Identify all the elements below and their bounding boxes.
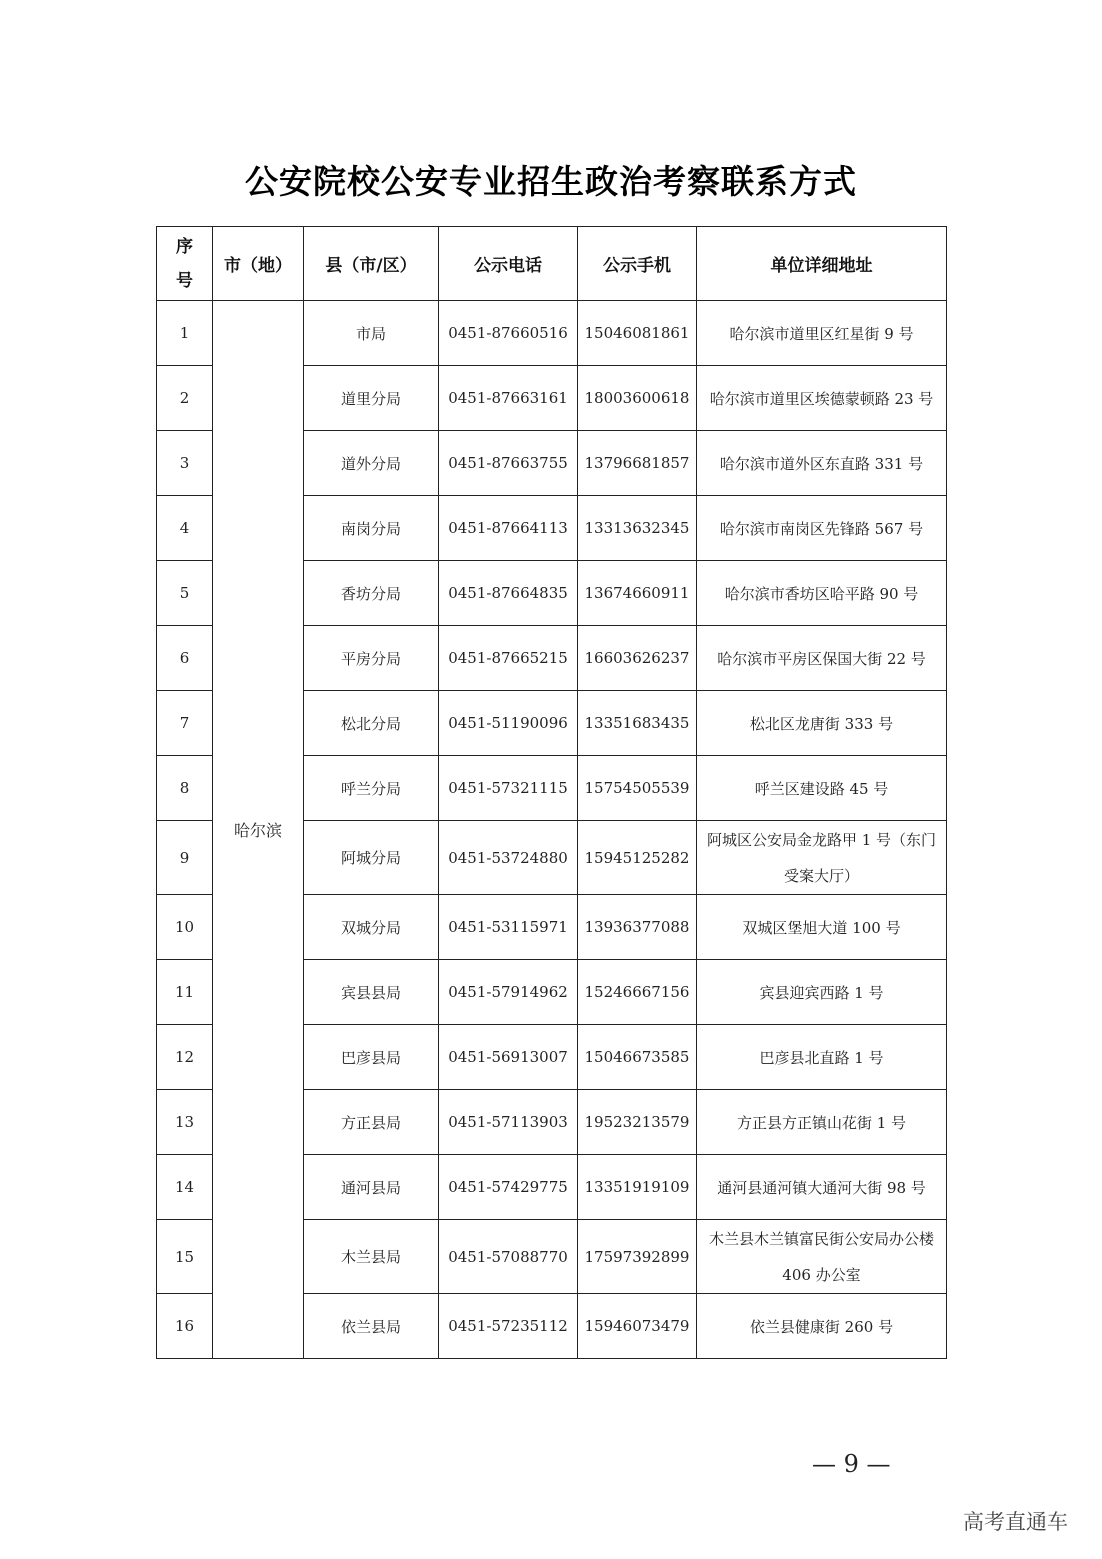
cell-address: 木兰县木兰镇富民街公安局办公楼 406 办公室: [697, 1220, 947, 1294]
cell-mobile: 15046673585: [578, 1025, 697, 1090]
cell-mobile: 15754505539: [578, 756, 697, 821]
cell-city: 哈尔滨: [213, 301, 304, 1359]
cell-address: 哈尔滨市南岗区先锋路 567 号: [697, 496, 947, 561]
cell-county: 巴彦县局: [304, 1025, 439, 1090]
cell-phone: 0451-87664113: [439, 496, 578, 561]
cell-phone: 0451-87665215: [439, 626, 578, 691]
cell-county: 阿城分局: [304, 821, 439, 895]
header-city: 市（地）: [213, 227, 304, 301]
cell-county: 通河县局: [304, 1155, 439, 1220]
cell-mobile: 16603626237: [578, 626, 697, 691]
cell-county: 道外分局: [304, 431, 439, 496]
cell-county: 方正县局: [304, 1090, 439, 1155]
header-address: 单位详细地址: [697, 227, 947, 301]
cell-mobile: 13313632345: [578, 496, 697, 561]
cell-mobile: 19523213579: [578, 1090, 697, 1155]
watermark-text: 高考直通车: [963, 1510, 1068, 1534]
cell-seq: 3: [157, 431, 213, 496]
cell-county: 木兰县局: [304, 1220, 439, 1294]
cell-mobile: 18003600618: [578, 366, 697, 431]
cell-mobile: 15046081861: [578, 301, 697, 366]
cell-address: 哈尔滨市道里区红星街 9 号: [697, 301, 947, 366]
cell-mobile: 13674660911: [578, 561, 697, 626]
cell-seq: 7: [157, 691, 213, 756]
header-county: 县（市/区）: [304, 227, 439, 301]
cell-phone: 0451-57321115: [439, 756, 578, 821]
cell-county: 呼兰分局: [304, 756, 439, 821]
cell-address: 哈尔滨市道里区埃德蒙顿路 23 号: [697, 366, 947, 431]
cell-phone: 0451-57113903: [439, 1090, 578, 1155]
cell-mobile: 15946073479: [578, 1294, 697, 1359]
cell-address: 宾县迎宾西路 1 号: [697, 960, 947, 1025]
cell-mobile: 17597392899: [578, 1220, 697, 1294]
table-row: [157, 301, 947, 366]
cell-county: 市局: [304, 301, 439, 366]
cell-seq: 15: [157, 1220, 213, 1294]
page-number: — 9 —: [812, 1450, 891, 1478]
page-title: 公安院校公安专业招生政治考察联系方式: [245, 162, 857, 201]
cell-seq: 14: [157, 1155, 213, 1220]
cell-seq: 2: [157, 366, 213, 431]
cell-address: 松北区龙唐街 333 号: [697, 691, 947, 756]
cell-seq: 8: [157, 756, 213, 821]
cell-address: 双城区堡旭大道 100 号: [697, 895, 947, 960]
cell-address: 方正县方正镇山花街 1 号: [697, 1090, 947, 1155]
cell-county: 依兰县局: [304, 1294, 439, 1359]
cell-mobile: 13796681857: [578, 431, 697, 496]
cell-seq: 5: [157, 561, 213, 626]
cell-seq: 9: [157, 821, 213, 895]
cell-phone: 0451-57088770: [439, 1220, 578, 1294]
cell-phone: 0451-87663755: [439, 431, 578, 496]
cell-county: 宾县县局: [304, 960, 439, 1025]
cell-address: 哈尔滨市平房区保国大街 22 号: [697, 626, 947, 691]
cell-address: 哈尔滨市香坊区哈平路 90 号: [697, 561, 947, 626]
cell-address: 通河县通河镇大通河大街 98 号: [697, 1155, 947, 1220]
cell-county: 平房分局: [304, 626, 439, 691]
header-seq: 序号: [157, 227, 213, 301]
table-header-row: [157, 227, 947, 301]
cell-mobile: 15246667156: [578, 960, 697, 1025]
cell-address: 依兰县健康街 260 号: [697, 1294, 947, 1359]
cell-phone: 0451-51190096: [439, 691, 578, 756]
cell-seq: 16: [157, 1294, 213, 1359]
contact-table: [156, 226, 947, 1359]
header-mobile: 公示手机: [578, 227, 697, 301]
cell-phone: 0451-56913007: [439, 1025, 578, 1090]
cell-seq: 1: [157, 301, 213, 366]
cell-county: 松北分局: [304, 691, 439, 756]
cell-address: 呼兰区建设路 45 号: [697, 756, 947, 821]
cell-address: 哈尔滨市道外区东直路 331 号: [697, 431, 947, 496]
cell-mobile: 15945125282: [578, 821, 697, 895]
cell-seq: 4: [157, 496, 213, 561]
cell-mobile: 13936377088: [578, 895, 697, 960]
cell-county: 南岗分局: [304, 496, 439, 561]
cell-mobile: 13351683435: [578, 691, 697, 756]
header-phone: 公示电话: [439, 227, 578, 301]
cell-phone: 0451-57235112: [439, 1294, 578, 1359]
cell-seq: 10: [157, 895, 213, 960]
cell-county: 香坊分局: [304, 561, 439, 626]
cell-seq: 13: [157, 1090, 213, 1155]
cell-seq: 6: [157, 626, 213, 691]
cell-seq: 11: [157, 960, 213, 1025]
cell-mobile: 13351919109: [578, 1155, 697, 1220]
cell-county: 双城分局: [304, 895, 439, 960]
cell-seq: 12: [157, 1025, 213, 1090]
cell-address: 阿城区公安局金龙路甲 1 号（东门受案大厅）: [697, 821, 947, 895]
cell-phone: 0451-53724880: [439, 821, 578, 895]
cell-address: 巴彦县北直路 1 号: [697, 1025, 947, 1090]
cell-phone: 0451-57914962: [439, 960, 578, 1025]
cell-phone: 0451-87663161: [439, 366, 578, 431]
cell-county: 道里分局: [304, 366, 439, 431]
cell-phone: 0451-53115971: [439, 895, 578, 960]
cell-phone: 0451-87664835: [439, 561, 578, 626]
cell-phone: 0451-57429775: [439, 1155, 578, 1220]
cell-phone: 0451-87660516: [439, 301, 578, 366]
